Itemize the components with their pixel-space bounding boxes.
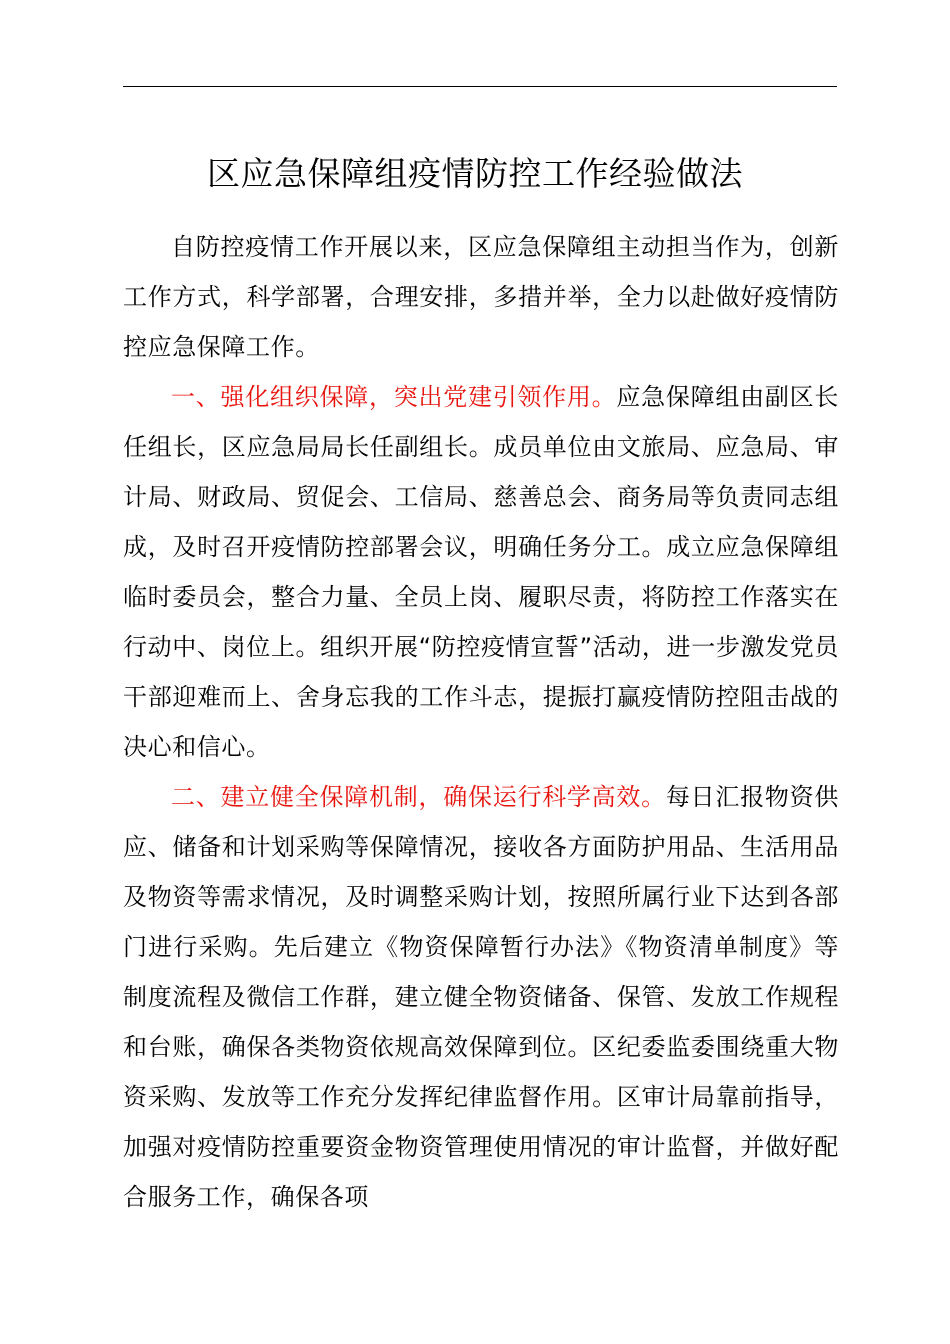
section-body-2: 每日汇报物资供应、储备和计划采购等保障情况，接收各方面防护用品、生活用品及物资等需求情况，及时调整采购计划，按照所属行业下达到各部门进行采购。先后建立《物资保障暂行办法》《物资清单制度》等制度流程及微信工作群，建立健全物资储备、保管、发放工作规程和台账，确保各类物资依规高效保障到位。区纪委监委围绕重大物资采购、发放等工作充分发挥纪律监督作用。区审计局靠前指导，加强对疫情防控重要资金物资管理使用情况的审计监督，并做好配合服务工作，确保各项 [123, 783, 839, 1211]
section-paragraph-1 [123, 372, 839, 772]
section-body-1: 应急保障组由副区长任组长，区应急局局长任副组长。成员单位由文旅局、应急局、审计局、财政局、贸促会、工信局、慈善总会、商务局等负责同志组成，及时召开疫情防控部署会议，明确任务分工。成立应急保障组临时委员会，整合力量、全员上岗、履职尽责，将防控工作落实在行动中、岗位上。组织开展“防控疫情宣誓”活动，进一步激发党员干部迎难而上、舍身忘我的工作斗志，提振打赢疫情防控阻击战的决心和信心。 [123, 383, 839, 761]
document-body [123, 222, 839, 1222]
header-rule [123, 86, 837, 87]
section-paragraph-2 [123, 772, 839, 1222]
section-heading-1: 一、强化组织保障，突出党建引领作用。 [171, 383, 617, 411]
document-title: 区应急保障组疫情防控工作经验做法 [207, 154, 743, 193]
intro-paragraph: 自防控疫情工作开展以来，区应急保障组主动担当作为，创新工作方式，科学部署，合理安排，多措并举，全力以赴做好疫情防控应急保障工作。 [123, 233, 839, 361]
section-heading-2: 二、建立健全保障机制，确保运行科学高效。 [171, 783, 666, 811]
